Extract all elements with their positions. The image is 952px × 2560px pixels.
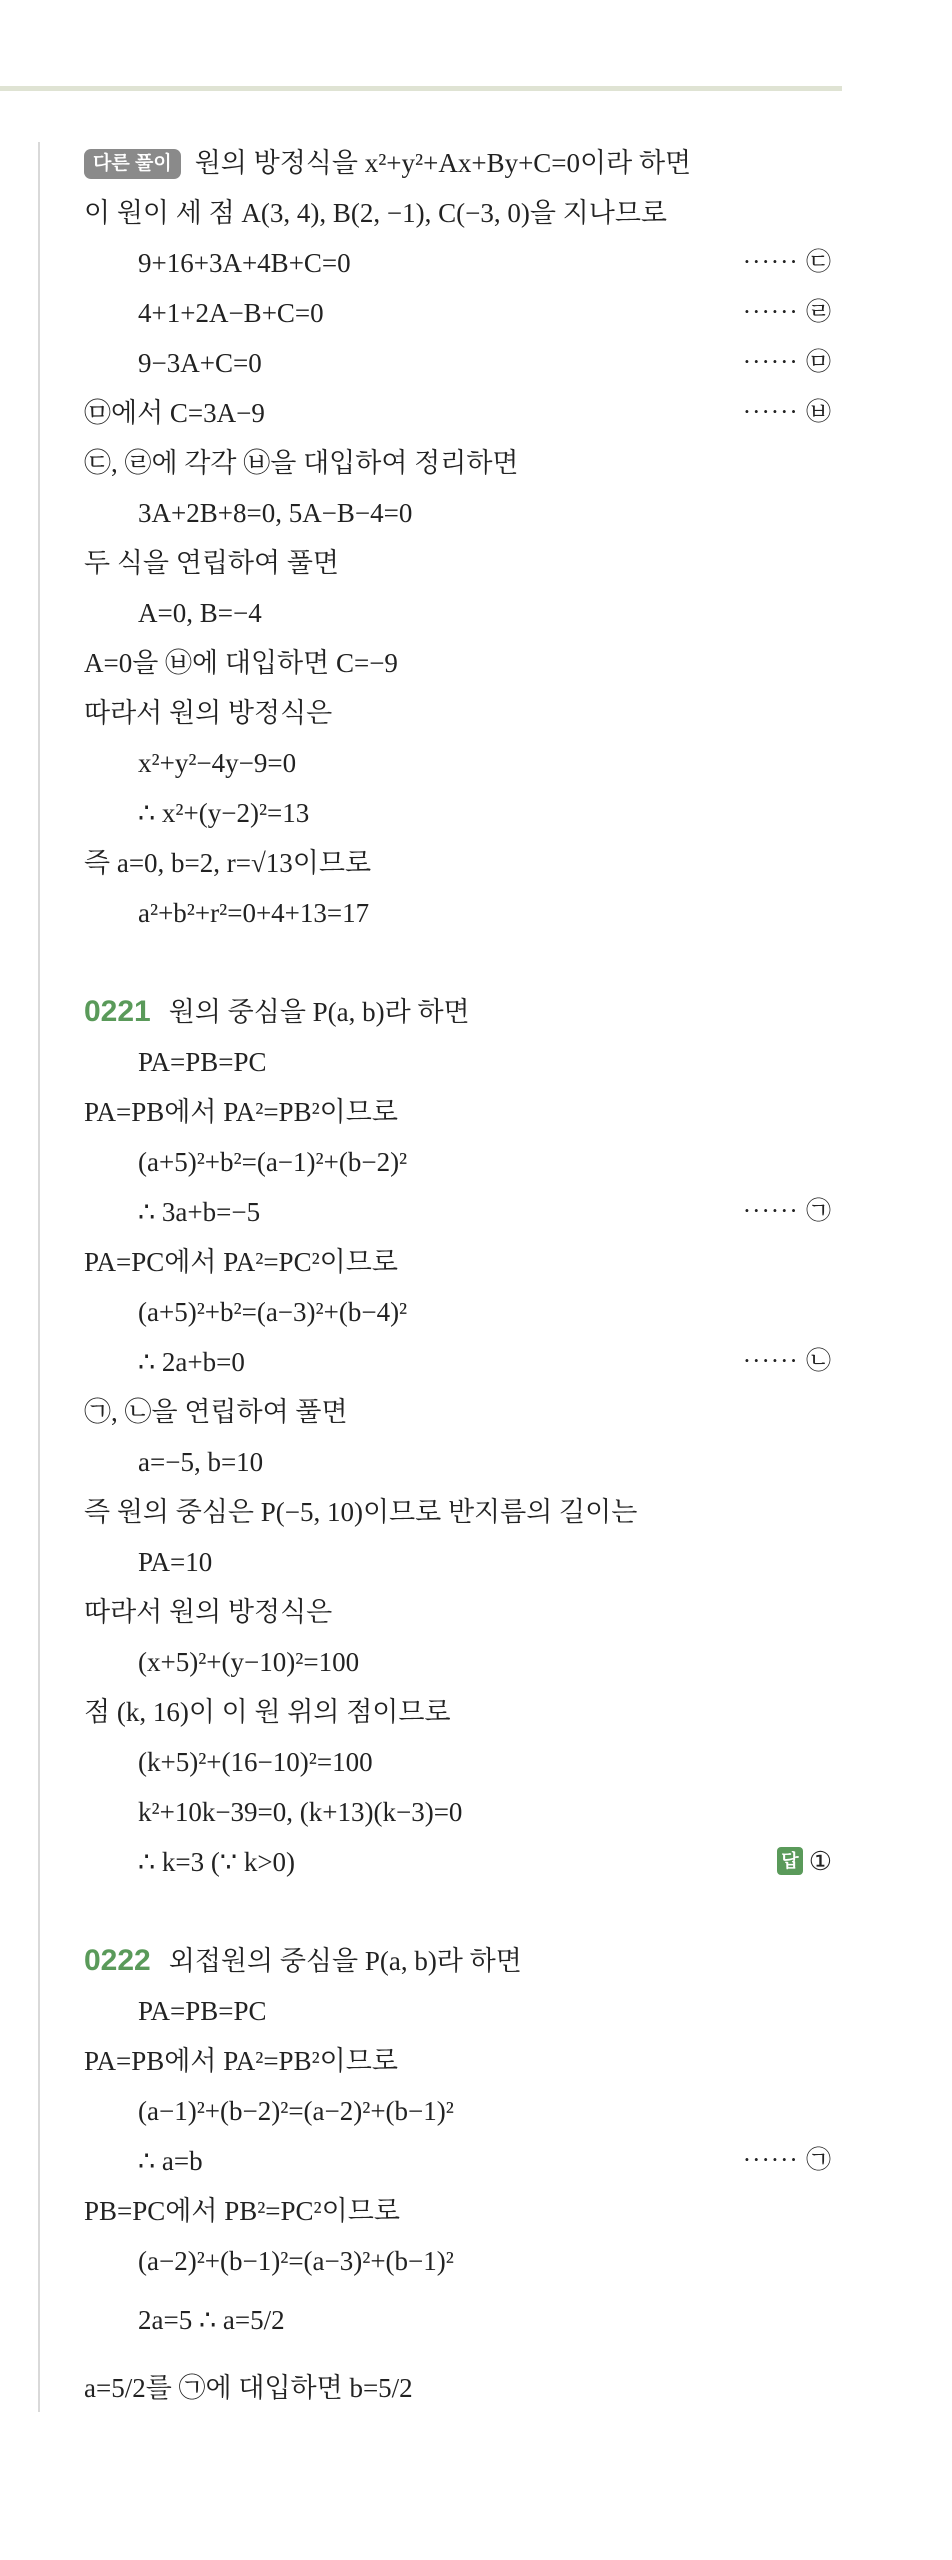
line-text: ㉤에서 C=3A−9 xyxy=(84,398,265,428)
line-text: 즉 a=0, b=2, r=√13이므로 xyxy=(84,848,372,878)
line-text: 2a=5 ∴ a=5/2 xyxy=(138,2305,285,2335)
solution-line xyxy=(84,238,844,288)
equation-label: ······ ㉣ xyxy=(742,299,832,326)
line-text: 원의 중심을 P(a, b)라 하면 xyxy=(168,997,470,1027)
solution-line xyxy=(84,488,844,538)
solution-line xyxy=(84,138,844,188)
line-text: (x+5)²+(y−10)²=100 xyxy=(138,1647,360,1677)
line-text: 원의 방정식을 x²+y²+Ax+By+C=0이라 하면 xyxy=(194,148,692,178)
problem-number: 0222 xyxy=(84,1944,151,1977)
line-text: ∴ 3a+b=−5 xyxy=(138,1197,261,1227)
solution-line xyxy=(84,1037,844,1087)
line-text: (a+5)²+b²=(a−3)²+(b−4)² xyxy=(138,1297,408,1327)
line-text: 두 식을 연립하여 풀면 xyxy=(84,548,339,578)
solution-line xyxy=(84,2136,844,2186)
line-text: A=0을 ㉥에 대입하면 C=−9 xyxy=(84,648,398,678)
solution-line xyxy=(84,2086,844,2136)
equation-label: ······ ㉡ xyxy=(742,1348,832,1375)
equation-label: ······ ㉠ xyxy=(742,1198,832,1225)
answer-label-box: 답 xyxy=(777,1847,802,1875)
line-text: 따라서 원의 방정식은 xyxy=(84,1597,333,1627)
solution-line xyxy=(84,2286,844,2354)
line-text: PB=PC에서 PB²=PC²이므로 xyxy=(84,2196,400,2226)
line-text: PA=PB=PC xyxy=(138,1047,267,1077)
solution-line xyxy=(84,788,844,838)
line-text: A=0, B=−4 xyxy=(138,598,262,628)
solution-line xyxy=(84,1387,844,1437)
solution-line xyxy=(84,1237,844,1287)
equation-label: ······ ㉥ xyxy=(742,399,832,426)
line-text: PA=PB에서 PA²=PB²이므로 xyxy=(84,1097,398,1127)
solution-line xyxy=(84,188,844,238)
line-text: ∴ 2a+b=0 xyxy=(138,1347,245,1377)
line-text: (a+5)²+b²=(a−1)²+(b−2)² xyxy=(138,1147,408,1177)
solution-line xyxy=(84,638,844,688)
solution-line xyxy=(84,1687,844,1737)
left-margin-rule xyxy=(38,142,40,2412)
solution-line xyxy=(84,2354,844,2422)
equation-label: ······ ㉠ xyxy=(742,2147,832,2174)
solution-line xyxy=(84,588,844,638)
line-text: ∴ a=b xyxy=(138,2146,203,2176)
solution-line xyxy=(84,2186,844,2236)
top-divider xyxy=(0,86,842,91)
line-text: PA=10 xyxy=(138,1547,213,1577)
solution-line xyxy=(84,1087,844,1137)
line-text: 즉 원의 중심은 P(−5, 10)이므로 반지름의 길이는 xyxy=(84,1497,638,1527)
answer-mark xyxy=(777,1837,832,1887)
solution-line xyxy=(84,1437,844,1487)
problem-number: 0221 xyxy=(84,995,151,1028)
solution-line xyxy=(84,1337,844,1387)
solution-line xyxy=(84,1637,844,1687)
line-text: 9+16+3A+4B+C=0 xyxy=(138,248,351,278)
solution-line xyxy=(84,1487,844,1537)
line-text: (k+5)²+(16−10)²=100 xyxy=(138,1747,373,1777)
solution-line xyxy=(84,1187,844,1237)
equation-label: ······ ㉤ xyxy=(742,349,832,376)
solution-line xyxy=(84,2036,844,2086)
line-text: 외접원의 중심을 P(a, b)라 하면 xyxy=(168,1946,522,1976)
solution-line xyxy=(84,288,844,338)
line-text: (a−1)²+(b−2)²=(a−2)²+(b−1)² xyxy=(138,2096,454,2126)
solution-line xyxy=(84,1587,844,1637)
line-text: 점 (k, 16)이 이 원 위의 점이므로 xyxy=(84,1697,451,1727)
solution-line xyxy=(84,1137,844,1187)
solution-line xyxy=(84,1837,844,1887)
solution-line xyxy=(84,838,844,888)
line-text: PA=PB=PC xyxy=(138,1996,267,2026)
line-text: 따라서 원의 방정식은 xyxy=(84,698,333,728)
solution-line xyxy=(84,738,844,788)
line-text: a=−5, b=10 xyxy=(138,1447,264,1477)
solution-line xyxy=(84,388,844,438)
line-text: ∴ x²+(y−2)²=13 xyxy=(138,798,310,828)
line-text: ㉠, ㉡을 연립하여 풀면 xyxy=(84,1397,348,1427)
section-gap xyxy=(84,1887,844,1936)
line-text: PA=PB에서 PA²=PB²이므로 xyxy=(84,2046,398,2076)
solution-line xyxy=(84,438,844,488)
solution-line xyxy=(84,538,844,588)
solution-line xyxy=(84,987,844,1037)
solution-line xyxy=(84,2236,844,2286)
line-text: (a−2)²+(b−1)²=(a−3)²+(b−1)² xyxy=(138,2246,454,2276)
solution-line xyxy=(84,1537,844,1587)
line-text: x²+y²−4y−9=0 xyxy=(138,748,297,778)
line-text: k²+10k−39=0, (k+13)(k−3)=0 xyxy=(138,1797,463,1827)
equation-label: ······ ㉢ xyxy=(742,249,832,276)
solution-line xyxy=(84,1737,844,1787)
section-gap xyxy=(84,938,844,987)
solution-line xyxy=(84,1787,844,1837)
solution-line xyxy=(84,1936,844,1986)
answer-value: ① xyxy=(808,1847,832,1876)
line-text: 이 원이 세 점 A(3, 4), B(2, −1), C(−3, 0)을 지나므로 xyxy=(84,198,667,228)
solution-line xyxy=(84,338,844,388)
line-text: a=5/2를 ㉠에 대입하면 b=5/2 xyxy=(84,2373,413,2403)
line-text: 9−3A+C=0 xyxy=(138,348,262,378)
solution-line xyxy=(84,1986,844,2036)
line-text: 4+1+2A−B+C=0 xyxy=(138,298,324,328)
line-text: PA=PC에서 PA²=PC²이므로 xyxy=(84,1247,398,1277)
solution-line xyxy=(84,688,844,738)
solution-line xyxy=(84,888,844,938)
solution-line xyxy=(84,1287,844,1337)
line-text: ㉢, ㉣에 각각 ㉥을 대입하여 정리하면 xyxy=(84,448,519,478)
line-text: 3A+2B+8=0, 5A−B−4=0 xyxy=(138,498,413,528)
line-text: ∴ k=3 (∵ k>0) xyxy=(138,1847,296,1877)
alt-solution-badge: 다른 풀이 xyxy=(84,149,181,179)
solution-content xyxy=(84,138,844,2422)
line-text: a²+b²+r²=0+4+13=17 xyxy=(138,898,370,928)
